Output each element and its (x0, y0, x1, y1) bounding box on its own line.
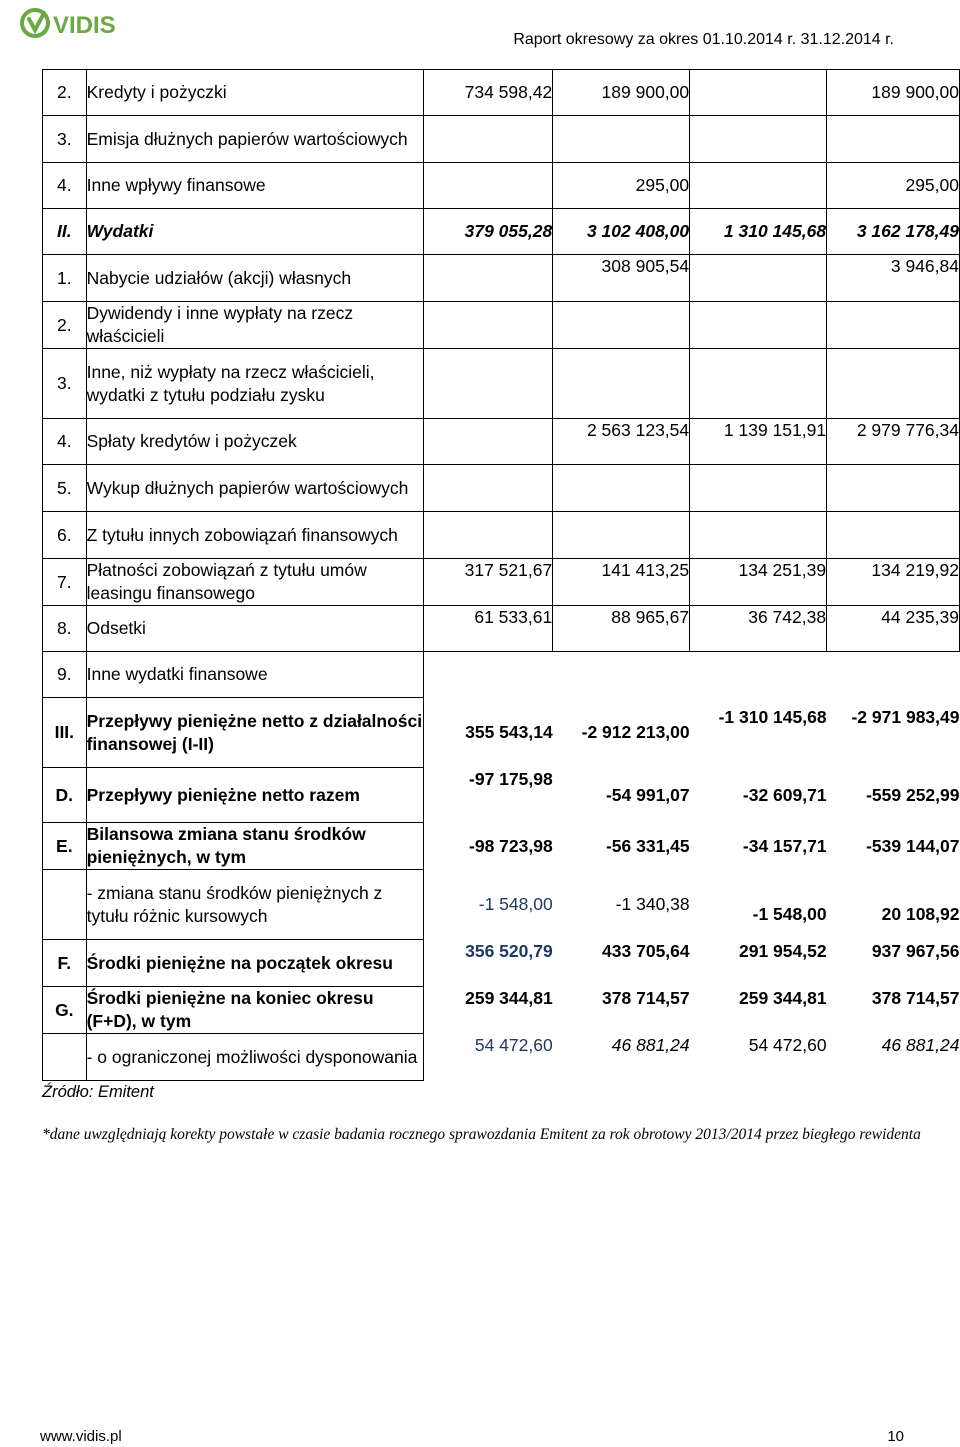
value-cell (424, 255, 553, 302)
table-row (43, 870, 960, 940)
row-label: Z tytułu innych zobowiązań finansowych (86, 512, 424, 559)
value-cell: -2 971 983,49 (851, 706, 960, 727)
vidis-logo (20, 6, 130, 40)
value-cell: -56 331,45 (605, 835, 690, 856)
value-cell: 378 714,57 (602, 987, 690, 1008)
value-cell: 46 881,24 (881, 1034, 960, 1055)
value-cell: -1 548,00 (752, 904, 827, 924)
value-cell: 291 954,52 (738, 940, 827, 961)
table-row (43, 606, 960, 652)
value-cell: -98 723,98 (469, 835, 553, 856)
value-cell: 1 310 145,68 (690, 209, 827, 255)
value-cell: 1 139 151,91 (690, 419, 827, 465)
value-cell (424, 652, 553, 698)
footnote: *dane uwzględniają korekty powstałe w czasie badania rocznego sprawozdania Emitent za rok obrotowy 2013/2014 przez biegłego rewidenta (42, 1126, 921, 1143)
table-row (43, 768, 960, 823)
table-row (43, 987, 960, 1034)
value-cell (690, 302, 827, 349)
row-label: Wykup dłużnych papierów wartościowych (86, 465, 424, 512)
row-label: Inne, niż wypłaty na rzecz właścicieli, wydatki z tytułu podziału zysku (86, 349, 424, 419)
row-number: III. (43, 698, 87, 768)
value-cell (827, 302, 960, 349)
value-cell: 433 705,64 (602, 940, 690, 961)
row-number: 4. (43, 419, 87, 465)
value-cell: 134 251,39 (690, 559, 827, 606)
value-cell: -1 310 145,68 (718, 706, 827, 727)
page-number: 10 (887, 1428, 904, 1445)
value-cell (553, 512, 690, 559)
value-cell: 259 344,81 (738, 987, 827, 1008)
value-cell (424, 465, 553, 512)
row-number: D. (43, 768, 87, 823)
value-cell: 355 543,14 (465, 722, 553, 742)
value-cell (827, 349, 960, 419)
row-label: - o ograniczonej możliwości dysponowania (86, 1034, 424, 1081)
value-cell (827, 512, 960, 559)
table-row (43, 163, 960, 209)
table-row (43, 116, 960, 163)
value-cell: -559 252,99 (866, 784, 960, 805)
value-cell (827, 465, 960, 512)
row-label: Odsetki (86, 606, 424, 652)
table-row (43, 70, 960, 116)
value-cell (690, 349, 827, 419)
value-cell: 2 979 776,34 (827, 419, 960, 465)
value-cell (424, 163, 553, 209)
value-cell: 54 472,60 (474, 1034, 553, 1055)
row-label: Środki pieniężne na początek okresu (86, 940, 424, 987)
row-number: 5. (43, 465, 87, 512)
value-cell (690, 255, 827, 302)
row-number: E. (43, 823, 87, 870)
row-number: 3. (43, 349, 87, 419)
row-number: 6. (43, 512, 87, 559)
row-label: Inne wpływy finansowe (86, 163, 424, 209)
row-number: 8. (43, 606, 87, 652)
value-cell: 189 900,00 (827, 70, 960, 116)
report-title: Raport okresowy za okres 01.10.2014 r. 31.12.2014 r. (513, 31, 894, 48)
row-label: Dywidendy i inne wypłaty na rzecz właścicieli (86, 302, 424, 349)
row-label: Przepływy pieniężne netto razem (86, 768, 424, 823)
value-cell: -97 175,98 (469, 768, 553, 789)
row-number: 9. (43, 652, 87, 698)
value-cell (690, 512, 827, 559)
value-cell: 3 946,84 (827, 255, 960, 302)
row-number: 2. (43, 70, 87, 116)
value-cell: 46 881,24 (611, 1034, 690, 1055)
footer-url[interactable]: www.vidis.pl (40, 1428, 122, 1445)
value-cell (690, 465, 827, 512)
row-number (43, 870, 87, 940)
value-cell (827, 116, 960, 163)
table-row (43, 349, 960, 419)
row-label: Emisja dłużnych papierów wartościowych (86, 116, 424, 163)
row-label: Bilansowa zmiana stanu środków pieniężnych, w tym (86, 823, 424, 870)
value-cell: 88 965,67 (553, 606, 690, 652)
table-row (43, 652, 960, 698)
value-cell: 734 598,42 (424, 70, 553, 116)
value-cell: 295,00 (553, 163, 690, 209)
value-cell: -32 609,71 (742, 784, 827, 805)
row-label: Kredyty i pożyczki (86, 70, 424, 116)
source-note: Źródło: Emitent (42, 1083, 154, 1101)
row-label: Nabycie udziałów (akcji) własnych (86, 255, 424, 302)
row-number: 2. (43, 302, 87, 349)
value-cell: -1 340,38 (615, 894, 690, 914)
value-cell: 356 520,79 (465, 940, 553, 961)
value-cell (424, 302, 553, 349)
table-row (43, 698, 960, 768)
row-number: 1. (43, 255, 87, 302)
row-label: Wydatki (86, 209, 424, 255)
value-cell: -539 144,07 (866, 835, 960, 856)
row-number (43, 1034, 87, 1081)
row-number: G. (43, 987, 87, 1034)
table-row (43, 302, 960, 349)
table-row (43, 940, 960, 987)
value-cell (424, 512, 553, 559)
row-number: 4. (43, 163, 87, 209)
value-cell: 54 472,60 (748, 1034, 827, 1055)
value-cell: -2 912 213,00 (581, 722, 690, 742)
table-row (43, 1034, 960, 1081)
row-number: 3. (43, 116, 87, 163)
row-number: F. (43, 940, 87, 987)
table-row (43, 823, 960, 870)
value-cell (690, 652, 827, 698)
cash-flow-table (42, 69, 960, 1081)
value-cell (553, 652, 690, 698)
value-cell (690, 116, 827, 163)
value-cell: 189 900,00 (553, 70, 690, 116)
value-cell: 308 905,54 (553, 255, 690, 302)
value-cell (424, 419, 553, 465)
row-label: Płatności zobowiązań z tytułu umów leasingu finansowego (86, 559, 424, 606)
value-cell (553, 349, 690, 419)
value-cell (827, 652, 960, 698)
value-cell: 141 413,25 (553, 559, 690, 606)
row-label: - zmiana stanu środków pieniężnych z tytułu różnic kursowych (86, 870, 424, 940)
row-label: Przepływy pieniężne netto z działalności finansowej (I-II) (86, 698, 424, 768)
table-row (43, 255, 960, 302)
value-cell (424, 349, 553, 419)
value-cell: 317 521,67 (424, 559, 553, 606)
value-cell: -34 157,71 (742, 835, 827, 856)
value-cell: 3 162 178,49 (827, 209, 960, 255)
value-cell: 259 344,81 (465, 987, 553, 1008)
table-row (43, 512, 960, 559)
value-cell: 44 235,39 (827, 606, 960, 652)
value-cell (553, 116, 690, 163)
value-cell: -54 991,07 (605, 784, 690, 805)
logo-text: VIDIS (53, 12, 116, 39)
row-label: Środki pieniężne na koniec okresu (F+D), w tym (86, 987, 424, 1034)
value-cell (553, 465, 690, 512)
table-row (43, 209, 960, 255)
value-cell (553, 302, 690, 349)
value-cell: 379 055,28 (424, 209, 553, 255)
value-cell: 36 742,38 (690, 606, 827, 652)
row-number: II. (43, 209, 87, 255)
value-cell: 2 563 123,54 (553, 419, 690, 465)
value-cell: 20 108,92 (881, 904, 960, 924)
value-cell: 295,00 (827, 163, 960, 209)
value-cell: 61 533,61 (424, 606, 553, 652)
value-cell: 3 102 408,00 (553, 209, 690, 255)
value-cell (424, 116, 553, 163)
row-label: Inne wydatki finansowe (86, 652, 424, 698)
value-cell (690, 70, 827, 116)
row-number: 7. (43, 559, 87, 606)
value-cell: 134 219,92 (827, 559, 960, 606)
value-cell: 937 967,56 (871, 940, 960, 961)
row-label: Spłaty kredytów i pożyczek (86, 419, 424, 465)
table-row (43, 465, 960, 512)
table-row (43, 559, 960, 606)
value-cell: 378 714,57 (871, 987, 960, 1008)
value-cell: -1 548,00 (478, 894, 553, 914)
value-cell (690, 163, 827, 209)
table-row (43, 419, 960, 465)
